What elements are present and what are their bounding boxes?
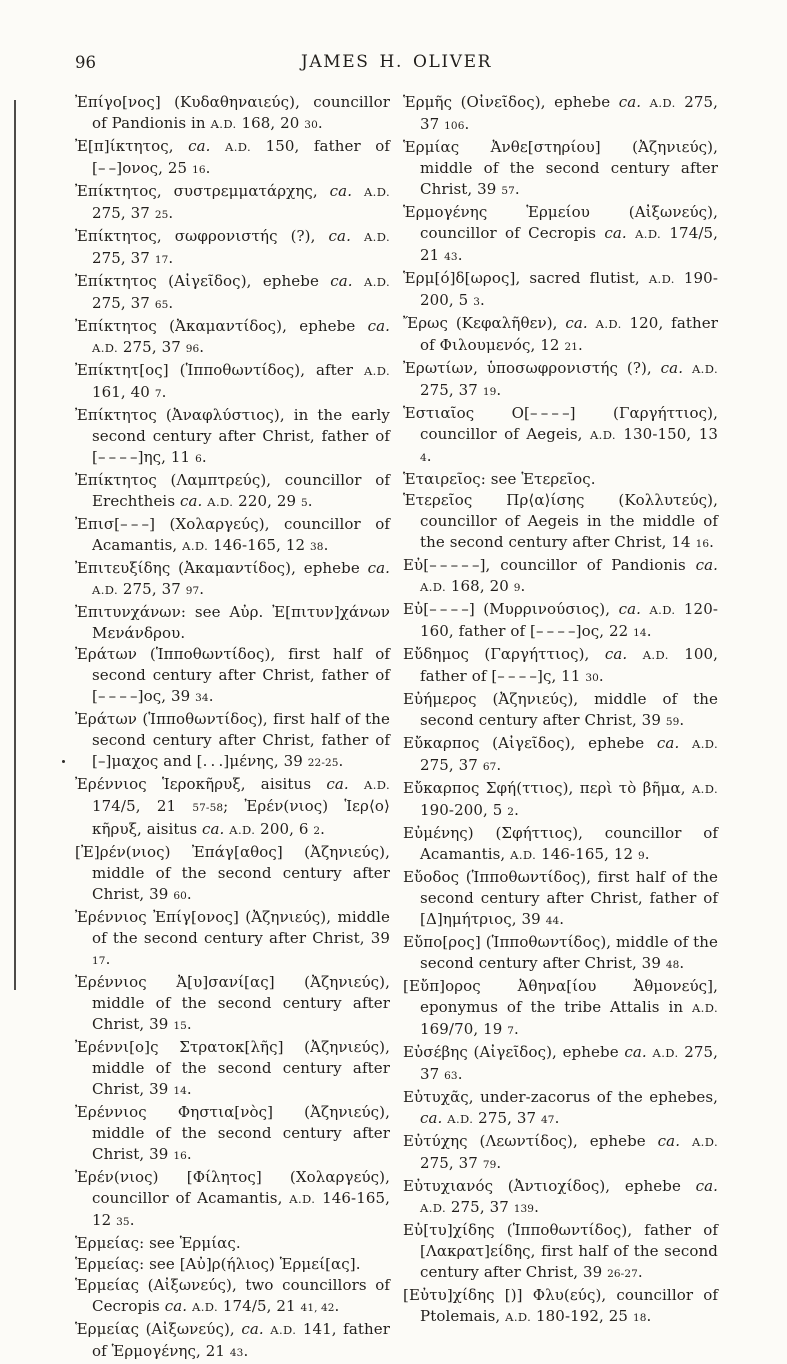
entry-text: ca. (660, 359, 692, 377)
page-header (75, 52, 718, 76)
line-reference: 67 (482, 761, 497, 773)
entry-text: Εὐτυχιανός (Ἀντιοχίδος), ephebe (403, 1177, 696, 1195)
entry-text: . (208, 687, 214, 705)
index-entry (403, 644, 718, 689)
era-abbrev: A.D. (589, 428, 616, 442)
entry-text: . (479, 291, 485, 309)
line-reference: 63 (444, 1070, 458, 1082)
line-reference: 43 (229, 1347, 244, 1359)
entry-text: 220, 29 (233, 492, 302, 510)
line-reference: 57 (501, 185, 515, 197)
entry-text: ca. (565, 314, 596, 332)
entry-text: 190-200, 5 (420, 269, 718, 309)
era-abbrev: A.D. (505, 1310, 532, 1324)
entry-text: 141, father of Ἑρμογένης, 21 (92, 1320, 391, 1360)
index-entry (403, 823, 718, 867)
entry-text: 180-192, 25 (531, 1307, 633, 1325)
era-abbrev: A.D. (270, 1323, 297, 1337)
entry-text: ca. (367, 559, 390, 577)
era-abbrev: A.D. (652, 1046, 679, 1060)
index-entry (403, 358, 718, 403)
entry-text: 275, 37 (473, 1109, 542, 1127)
era-abbrev: A.D. (363, 275, 391, 289)
entry-text: 174/5, 21 (92, 797, 193, 815)
index-entry (75, 1254, 390, 1275)
line-reference: 9 (513, 582, 521, 594)
era-abbrev: A.D. (510, 848, 537, 862)
era-abbrev: A.D. (691, 737, 719, 751)
entry-text: Ἑρμίας Ἀνθε[στηρίου] (Ἀζηνιεύς), middle of the second century after Christ, 39 (403, 138, 718, 198)
index-entry (403, 1087, 718, 1131)
entry-text: Ἐπίγο[νος] (Κυδαθηναιεύς), councillor of Pandionis in (75, 93, 390, 132)
entry-text: Ἔρως (Κεφαλῆθεν), (403, 314, 566, 332)
index-entry (403, 268, 718, 313)
index-entry (75, 972, 390, 1037)
entry-text: . (186, 1145, 192, 1163)
index-entry (403, 490, 718, 555)
entry-text: 275, 37 (420, 1043, 719, 1083)
entry-text: Ἐρέννιος Ἀ[υ]σανί[ας] (Ἀζηνιεύς), middle of the second century after Christ, 39 (75, 973, 390, 1033)
era-abbrev: A.D. (649, 96, 676, 110)
index-entry (75, 470, 390, 514)
index-entry (403, 932, 718, 976)
entry-text: Εὐτυχᾶς, under-zacorus of the ephebes, (403, 1088, 718, 1106)
index-entry (75, 1167, 390, 1233)
entry-text: . (320, 820, 326, 838)
index-entry (75, 316, 390, 360)
entry-text: Ἐράτων (Ἱπποθωντίδος), first half of second century after Christ, father of [– – – –]ος, 39 (75, 645, 390, 705)
entry-text: 169/70, 19 (420, 1020, 508, 1038)
index-entry (403, 137, 718, 202)
entry-text: . (598, 667, 604, 685)
entry-text: . (186, 1080, 192, 1098)
entry-text: . (514, 180, 520, 198)
running-title: JAMES H. OLIVER (300, 52, 493, 72)
line-reference: 5 (301, 497, 308, 509)
index-entry (403, 867, 718, 932)
era-abbrev: A.D. (207, 495, 234, 509)
entry-text: 120, father of Φιλουμενός, 12 (420, 314, 718, 354)
entry-text: . (559, 910, 565, 928)
entry-text: . (186, 1015, 192, 1033)
entry-text: . (317, 114, 323, 132)
entry-text: Ἑταιρεῖος: see Ἑτερεῖος. (403, 470, 596, 488)
entry-text: 275, 37 (446, 1198, 514, 1216)
entry-text: . (243, 1342, 249, 1360)
entry-text: ca. (330, 272, 364, 290)
entry-text: ca. (604, 645, 643, 663)
entry-text: Ἐρέννιος Φηστια[νὸς] (Ἀζηνιεύς), middle of the second century after Christ, 39 (75, 1103, 390, 1163)
index-entry (75, 774, 390, 842)
page-number: 96 (75, 53, 96, 72)
line-reference: 4 (420, 452, 427, 464)
entry-text: . (205, 159, 211, 177)
entry-text: Εὔδημος (Γαργήττιος), (403, 645, 605, 663)
entry-text: . (464, 115, 470, 133)
era-abbrev: A.D. (363, 778, 391, 792)
entry-text: Ἑρμείας: see [Αὐ]ρ(ήλιος) Ἑρμεί[ας]. (75, 1255, 361, 1273)
entry-text: Εὐμένης) (Σφήττιος), councillor of Acamantis, (403, 824, 718, 863)
era-abbrev: A.D. (635, 227, 662, 241)
line-reference: 79 (482, 1159, 497, 1171)
entry-text: . (637, 1263, 643, 1281)
entry-text: 190-200, 5 (420, 801, 508, 819)
line-reference: 47 (541, 1114, 555, 1126)
entry-text: 146-165, 12 (208, 536, 310, 554)
entry-text: ca. (326, 775, 364, 793)
line-reference: 48 (665, 959, 680, 971)
entry-text: . (554, 1109, 560, 1127)
entry-text: ca. (180, 492, 208, 510)
entry-text: . (105, 950, 111, 968)
entry-text: ca. (695, 1177, 718, 1195)
entry-text: ca. (328, 227, 364, 245)
entry-text: Ἐπίκτητος, συστρεμματάρχης, (75, 182, 330, 200)
entry-text: [Εὔπ]ορος Ἀθηνα[ίου Ἀθμονεύς], eponymus of the tribe Attalis in (403, 977, 718, 1016)
entry-text: . (644, 845, 650, 863)
line-reference: 34 (195, 692, 209, 704)
entry-text: . (129, 1211, 135, 1229)
index-entry (403, 403, 718, 469)
index-entry (403, 733, 718, 778)
entry-text: 150, father of [– –]ονος, 25 (92, 137, 390, 177)
era-abbrev: A.D. (642, 648, 669, 662)
line-reference: 60 (173, 890, 187, 902)
line-reference: 44 (545, 915, 560, 927)
era-abbrev: A.D. (595, 317, 622, 331)
entry-text: . (338, 752, 344, 770)
line-reference: 9 (638, 850, 645, 862)
era-abbrev: A.D. (691, 1135, 718, 1149)
index-entry (75, 1102, 390, 1167)
entry-text: . (161, 383, 167, 401)
line-reference: 97 (185, 585, 200, 597)
entry-text: . (709, 533, 715, 551)
entry-text: Ἐπίκτητος (Λαμπτρεύς), councillor of Erechtheis (75, 471, 390, 510)
line-reference: 96 (185, 343, 200, 355)
index-entry (403, 555, 718, 599)
entry-text: 275, 37 (118, 580, 186, 598)
entry-text: Ἐρέννιος Ἱεροκῆρυξ, aisitus (75, 775, 327, 793)
line-reference: 15 (173, 1020, 187, 1032)
entry-text: Ἑστιαῖος Ο[– – – –] (Γαργήττιος), councillor of Aegeis, (403, 404, 718, 443)
entry-text: Ἑρμείας: see Ἑρμίας. (75, 1234, 241, 1252)
entry-text: Ἐρωτίων, ὑποσωφρονιστής (?), (403, 359, 661, 377)
era-abbrev: A.D. (691, 782, 718, 796)
index-body (75, 92, 718, 1364)
entry-text: . (199, 580, 205, 598)
entry-text: . (520, 577, 526, 595)
entry-text: Εὐτύχης (Λεωντίδος), ephebe (403, 1132, 658, 1150)
entry-text: 275, 37 (118, 338, 186, 356)
entry-text: Εὐ[– – – – –], councillor of Pandionis (403, 556, 696, 574)
index-entry (75, 1233, 390, 1254)
line-reference: 7 (154, 388, 162, 400)
entry-text: 275, 37 (420, 381, 483, 399)
entry-text: ca. (202, 820, 230, 838)
entry-text: ca. (241, 1320, 271, 1338)
line-reference: 19 (482, 386, 497, 398)
index-entry (75, 1275, 390, 1319)
entry-text: 120-160, father of [– – – –]ος, 22 (420, 600, 719, 640)
era-abbrev: A.D. (225, 140, 252, 154)
index-entry (403, 1285, 718, 1329)
entry-text: . (646, 622, 652, 640)
index-entry (75, 136, 390, 181)
entry-text: Ἐπίκτητος (Ἀκαμαντίδος), ephebe (75, 317, 368, 335)
era-abbrev: A.D. (648, 272, 675, 286)
line-reference: 43 (444, 251, 458, 263)
entry-text: ca. (188, 137, 226, 155)
entry-text: 275, 37 (92, 249, 155, 267)
entry-text: 275, 37 (92, 294, 155, 312)
entry-text: . (496, 381, 502, 399)
entry-text: Ἑρμογένης Ἑρμείου (Αἰξωνεύς), councillor of Cecropis (403, 203, 718, 242)
era-abbrev: A.D. (92, 341, 119, 355)
entry-text: . (457, 1065, 463, 1083)
entry-text: [Εὐτυ]χίδης [)] Φλυ(εύς), councillor of Ptolemais, (403, 1286, 718, 1325)
line-reference: 21 (564, 341, 579, 353)
era-abbrev: A.D. (182, 539, 209, 553)
index-entry (75, 514, 390, 558)
entry-text: . (496, 1154, 502, 1172)
index-entry (403, 469, 718, 490)
entry-text: Ἐπίκτητος (Ἀναφλύστιος), in the early second century after Christ, father of [– – – –]ης, 11 (75, 406, 390, 466)
entry-text: . (679, 954, 685, 972)
era-abbrev: A.D. (691, 1001, 718, 1015)
era-abbrev: A.D. (192, 1300, 219, 1314)
era-abbrev: A.D. (649, 603, 676, 617)
index-entry (403, 1042, 718, 1087)
entry-text: 275, 37 (92, 204, 155, 222)
index-entry (75, 1037, 390, 1102)
line-reference: 25 (154, 209, 169, 221)
era-abbrev: A.D. (92, 583, 119, 597)
entry-text: . (514, 1020, 519, 1038)
entry-text: 174/5, 21 (218, 1297, 301, 1315)
index-entry (403, 1220, 718, 1285)
entry-text: 100, father of [– – – –]ς, 11 (420, 645, 718, 685)
entry-text: Ἐπίκτητος (Αἰγεῖδος), ephebe (75, 272, 331, 290)
entry-text: Ἐπιτευξίδης (Ἀκαμαντίδος), ephebe (75, 559, 368, 577)
era-abbrev: A.D. (210, 117, 237, 131)
entry-text: Εὔπο[ρος] (Ἱπποθωντίδος), middle of the second century after Christ, 39 (403, 933, 718, 972)
ink-spot-artifact (62, 760, 65, 763)
era-abbrev: A.D. (363, 230, 390, 244)
entry-text: 174/5, 21 (420, 224, 719, 264)
index-entry (403, 976, 718, 1042)
entry-text: ca. (618, 93, 650, 111)
line-reference: 17 (154, 254, 169, 266)
line-reference: 2 (313, 825, 321, 837)
entry-text: . (201, 448, 207, 466)
entry-text: 161, 40 (92, 383, 155, 401)
entry-text: Ἑρμείας (Αἰξωνεύς), (75, 1320, 242, 1338)
entry-text: Ἑρμείας (Αἰξωνεύς), two councillors of Cecropis (75, 1276, 390, 1315)
index-entry (75, 602, 390, 644)
line-reference: 2 (507, 806, 515, 818)
entry-text: Ἐρέννιος Ἐπίγ[ονος] (Ἀζηνιεύς), middle of the second century after Christ, 39 (75, 908, 390, 947)
line-reference: 17 (92, 955, 106, 967)
entry-text: Ἑτερεῖος Πρ⟨α⟩ίσης (Κολλυτεύς), councillor of Aegeis in the middle of the second century after Christ, 14 (403, 491, 718, 551)
entry-text: Ἐπίκτητ[ος] (Ἱπποθωντίδος), after (75, 361, 364, 379)
entry-text: Ἐρέν(νιος) [Φίλητος] (Χολαργεύς), councillor of Acamantis, (75, 1168, 390, 1207)
entry-text: ca. (618, 600, 650, 618)
index-entry (403, 599, 718, 644)
entry-text: 275, 37 (420, 1154, 483, 1172)
index-entry (75, 360, 390, 405)
index-entry (403, 92, 718, 137)
entry-text: 275, 37 (420, 93, 719, 133)
right-column (403, 92, 718, 1329)
index-entry (75, 644, 390, 709)
entry-text: . (168, 294, 174, 312)
line-reference: 41, 42 (300, 1302, 335, 1314)
entry-text: Ἐπίκτητος, σωφρονιστής (?), (75, 227, 329, 245)
line-reference: 16 (695, 538, 710, 550)
entry-text: ca. (367, 317, 390, 335)
entry-text: Ἐράτων (Ἱπποθωντίδος), first half of the second century after Christ, father of [–]μαχος and [. . .]μένης, 39 (75, 710, 390, 770)
index-entry (75, 842, 390, 907)
entry-text: ca. (657, 1132, 692, 1150)
entry-text: Ἑρμῆς (Οἰνεῖδος), ephebe (403, 93, 619, 111)
line-reference: 7 (507, 1025, 515, 1037)
scan-artifact-line (14, 100, 16, 990)
entry-text: . (186, 885, 192, 903)
entry-text: . (168, 204, 174, 222)
line-reference: 16 (173, 1150, 187, 1162)
entry-text: . (199, 338, 205, 356)
era-abbrev: A.D. (420, 580, 447, 594)
entry-text: Ἐ[π]ίκτητος, (75, 137, 189, 155)
entry-text: . (323, 536, 329, 554)
line-reference: 57-58 (192, 802, 224, 814)
line-reference: 35 (116, 1216, 130, 1228)
entry-text: Εὐ[τυ]χίδης (Ἱπποθωντίδος), father of [Λακρατ]είδης, first half of the second century after Christ, 39 (403, 1221, 718, 1281)
line-reference: 6 (195, 453, 202, 465)
index-entry (403, 202, 718, 268)
index-entry (75, 558, 390, 602)
entry-text: . (646, 1307, 652, 1325)
entry-text: . (679, 711, 685, 729)
entry-text: . (534, 1198, 539, 1216)
entry-text: Εὐήμερος (Ἀζηνιεύς), middle of the second century after Christ, 39 (403, 690, 718, 729)
index-entry (403, 313, 718, 358)
entry-text: Εὐσέβης (Αἰγεῖδος), ephebe (403, 1043, 625, 1061)
entry-text: Εὔκαρπος (Αἰγεῖδος), ephebe (403, 734, 657, 752)
entry-text: . (457, 246, 463, 264)
index-entry (75, 405, 390, 470)
entry-text: ca. (656, 734, 692, 752)
entry-text: ca. (329, 182, 364, 200)
index-entry (75, 1319, 390, 1364)
entry-text: 146-165, 12 (92, 1189, 391, 1229)
index-entry (403, 689, 718, 733)
era-abbrev: A.D. (289, 1192, 316, 1206)
entry-text: 200, 6 (255, 820, 314, 838)
index-entry (75, 271, 390, 316)
entry-text: Ἑρμ[ό]δ[ωρος], sacred flutist, (403, 269, 649, 287)
index-entry (403, 778, 718, 823)
line-reference: 22-25 (307, 757, 339, 769)
entry-text: ca. (420, 1109, 448, 1127)
entry-text: 146-165, 12 (536, 845, 638, 863)
entry-text: . (578, 336, 583, 354)
entry-text: ; Ἐρέν(νιος) Ἱερ⟨ο⟩κῆρυξ, aisitus (92, 797, 391, 838)
entry-text: 130-150, 13 (615, 425, 718, 443)
entry-text: Ἐρέννι[ο]ς Στρατοκ[λῆς] (Ἀζηνιεύς), middle of the second century after Christ, 39 (75, 1038, 390, 1098)
line-reference: 3 (473, 296, 480, 308)
line-reference: 30 (304, 119, 318, 131)
entry-text: ca. (695, 556, 718, 574)
index-entry (75, 907, 390, 972)
line-reference: 38 (310, 541, 324, 553)
entry-text: ca. (164, 1297, 193, 1315)
line-reference: 16 (192, 164, 206, 176)
entry-text: [Ἐ]ρέν(νιος) Ἐπάγ[αθος] (Ἀζηνιεύς), middle of the second century after Christ, 39 (75, 843, 390, 903)
entry-text: . (426, 447, 432, 465)
line-reference: 14 (633, 627, 647, 639)
entry-text: . (334, 1297, 340, 1315)
index-entry (75, 226, 390, 271)
entry-text: 168, 20 (236, 114, 305, 132)
index-entry (75, 181, 390, 226)
era-abbrev: A.D. (363, 364, 390, 378)
left-column (75, 92, 390, 1364)
index-entry (403, 1176, 718, 1220)
era-abbrev: A.D. (229, 823, 256, 837)
entry-text: Ἐπιτυνχάνων: see Αὐρ. Ἐ[πιτυν]χάνων Μενάνδρου. (75, 603, 390, 642)
entry-text: 275, 37 (420, 756, 483, 774)
era-abbrev: A.D. (363, 185, 390, 199)
entry-text: . (307, 492, 313, 510)
entry-text: Εὔοδος (Ἱπποθωντίδος), first half of the second century after Christ, father of [Δ]ημήτριος, 39 (403, 868, 718, 928)
index-entry (403, 1131, 718, 1176)
line-reference: 18 (632, 1312, 647, 1324)
entry-text: . (514, 801, 519, 819)
index-entry (75, 709, 390, 774)
line-reference: 139 (513, 1203, 535, 1215)
line-reference: 59 (665, 716, 680, 728)
entry-text: Εὔκαρπος Σφή(ττιος), περὶ τὸ βῆμα, (403, 779, 692, 797)
line-reference: 26-27 (607, 1268, 638, 1280)
entry-text: 168, 20 (446, 577, 514, 595)
era-abbrev: A.D. (691, 362, 718, 376)
era-abbrev: A.D. (447, 1112, 474, 1126)
line-reference: 30 (585, 672, 599, 684)
entry-text: Ἐπισ[– – –] (Χολαργεύς), councillor of Acamantis, (75, 515, 390, 554)
entry-text: . (496, 756, 502, 774)
era-abbrev: A.D. (420, 1201, 447, 1215)
line-reference: 106 (444, 120, 465, 132)
line-reference: 65 (154, 299, 169, 311)
entry-text: Εὐ[– – – –] (Μυρρινούσιος), (403, 600, 619, 618)
line-reference: 14 (173, 1085, 187, 1097)
entry-text: ca. (624, 1043, 653, 1061)
index-entry (75, 92, 390, 136)
entry-text: . (168, 249, 174, 267)
entry-text: ca. (604, 224, 636, 242)
